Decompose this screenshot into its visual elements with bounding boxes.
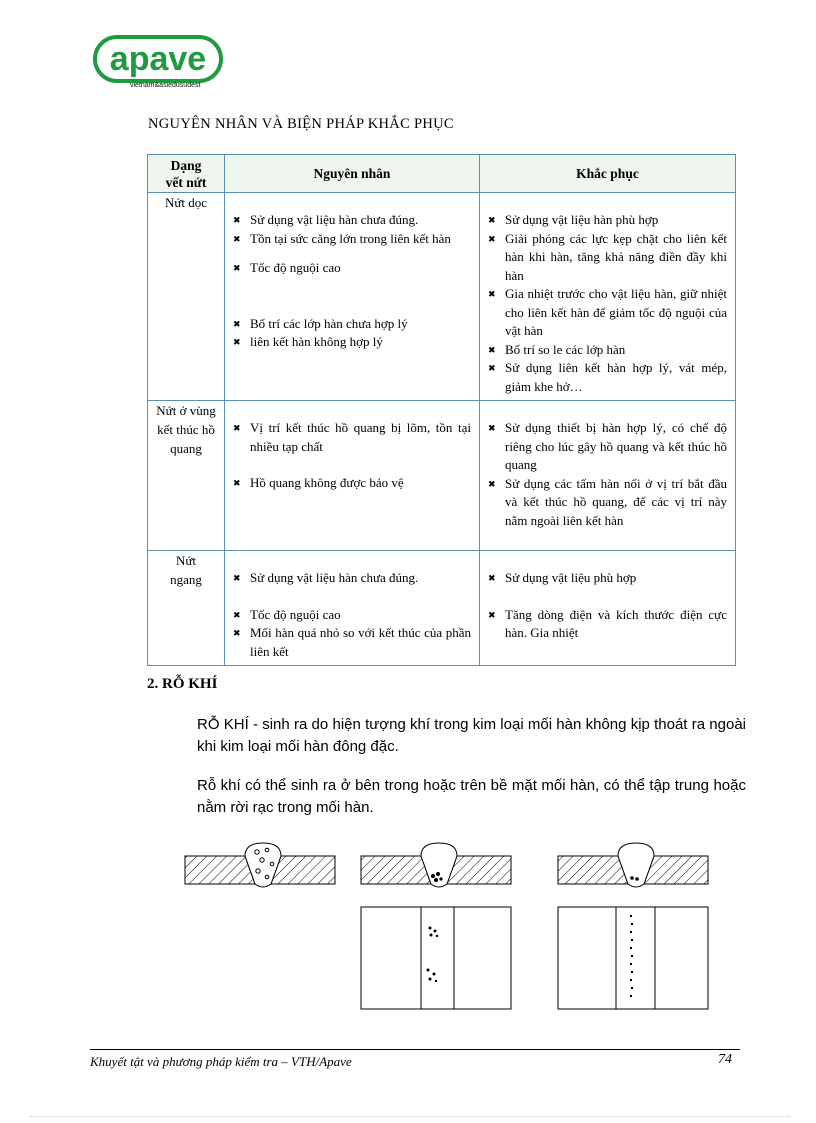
cause-item: ✖ liên kết hàn không hợp lý xyxy=(233,333,471,352)
cause-item: ✖ Hồ quang không được bảo vệ xyxy=(233,474,471,493)
remedy-item: ✖ Giải phóng các lực kẹp chặt cho liên kết hàn khi hàn, tăng khả năng điền đầy khi hàn xyxy=(488,230,727,286)
cause-cell xyxy=(225,193,480,401)
section-title: NGUYÊN NHÂN VÀ BIỆN PHÁP KHẮC PHỤC xyxy=(148,116,454,132)
page-number: 74 xyxy=(718,1052,732,1067)
cross-section-cluster xyxy=(361,843,511,887)
header-cause: Nguyên nhân xyxy=(225,155,480,193)
page-bottom-border xyxy=(30,1116,790,1117)
remedy-item: ✖ Sử dụng liên kết hàn hợp lý, vát mép, giảm khe hở… xyxy=(488,359,727,396)
cause-item: ✖ Tốc độ nguội cao xyxy=(233,606,471,625)
plan-view-cluster xyxy=(361,907,511,1009)
remedy-item: ✖ Sử dụng vật liệu phù hợp xyxy=(488,569,727,588)
cause-item: ✖ Tồn tại sức căng lớn trong liên kết hàn xyxy=(233,230,471,249)
footer-rule xyxy=(90,1049,740,1050)
cause-item: ✖ Bố trí các lớp hàn chưa hợp lý xyxy=(233,315,471,334)
header-type-line1: Dạng xyxy=(170,157,202,173)
porosity-illustration xyxy=(183,840,723,1015)
cause-cell xyxy=(225,551,480,666)
footer-text: Khuyết tật và phương pháp kiểm tra – VTH/Apave xyxy=(90,1054,352,1069)
cross-section-scattered xyxy=(185,843,335,887)
cause-item: ✖ Mối hàn quá nhỏ so với kết thúc của phần liên kết xyxy=(233,624,471,661)
cross-section-linear xyxy=(558,843,708,887)
paragraph-2: Rỗ khí có thể sinh ra ở bên trong hoặc trên bề mặt mối hàn, có thể tập trung hoặc nằm rời rạc trong mối hàn. xyxy=(197,777,746,816)
section2-title: 2. RỖ KHÍ xyxy=(147,676,218,692)
logo-subtitle: vietnam&asiedusudest xyxy=(130,82,201,89)
header-type-line2: vết nứt xyxy=(165,174,207,190)
logo-text: apave xyxy=(109,40,207,78)
defect-type: Nứt ngang xyxy=(148,551,225,666)
table-header-row xyxy=(148,155,736,193)
remedy-item: ✖ Tăng dòng điện và kích thước điện cực hàn. Gia nhiệt xyxy=(488,606,727,643)
remedy-item: ✖ Sử dụng vật liệu hàn phù hợp xyxy=(488,211,727,230)
remedy-item: ✖ Gia nhiệt trước cho vật liệu hàn, giữ nhiệt cho liên kết hàn để giảm tốc độ nguội của vật hàn xyxy=(488,285,727,341)
plan-view-linear xyxy=(558,907,708,1009)
table-row xyxy=(148,551,736,666)
cause-cell xyxy=(225,401,480,551)
table-row xyxy=(148,193,736,401)
cause-item: ✖ Vị trí kết thúc hồ quang bị lõm, tồn tại nhiều tạp chất xyxy=(233,419,471,456)
table-row xyxy=(148,401,736,551)
remedy-item: ✖ Sử dụng thiết bị hàn hợp lý, có chế độ riêng cho lúc gây hồ quang và kết thúc hồ quang xyxy=(488,419,727,475)
remedy-cell xyxy=(480,401,736,551)
defect-type: Nứt dọc xyxy=(148,193,225,401)
paragraph-1: RỖ KHÍ - sinh ra do hiện tượng khí trong kim loại mối hàn không kịp thoát ra ngoài khi kim loại mối hàn đông đặc. xyxy=(197,716,746,755)
header-remedy: Khắc phục xyxy=(480,155,736,193)
remedy-cell xyxy=(480,551,736,666)
remedy-item: ✖ Sử dụng các tấm hàn nối ở vị trí bắt đầu và kết thúc hồ quang, để các vị trí này nằm ngoài liên kết hàn xyxy=(488,475,727,531)
remedy-cell xyxy=(480,193,736,401)
header-type xyxy=(148,155,225,193)
apave-logo xyxy=(92,34,224,94)
cause-item: ✖ Tốc độ nguội cao xyxy=(233,259,471,278)
cause-item: ✖ Sử dụng vật liệu hàn chưa đúng. xyxy=(233,211,471,230)
remedy-item: ✖ Bố trí so le các lớp hàn xyxy=(488,341,727,360)
cause-item: ✖ Sử dụng vật liệu hàn chưa đúng. xyxy=(233,569,471,588)
defects-table xyxy=(147,154,736,666)
defect-type: Nứt ở vùng kết thúc hồ quang xyxy=(148,401,225,551)
